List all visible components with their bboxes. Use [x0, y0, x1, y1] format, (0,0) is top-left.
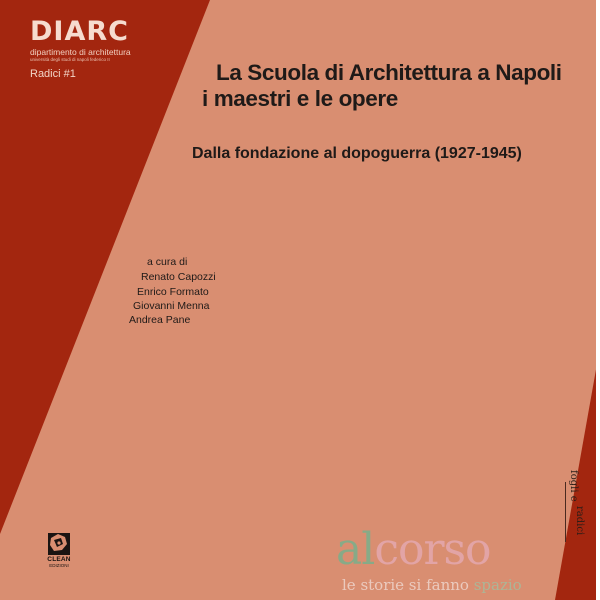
watermark-tagline-part-1: le storie si fanno	[342, 576, 469, 594]
side-series-mark	[561, 470, 585, 535]
editor-name: Enrico Formato	[137, 286, 209, 298]
publisher-logo	[46, 530, 72, 568]
university-name: università degli studi di napoli federico II	[30, 57, 110, 62]
right-edge	[596, 0, 600, 600]
clean-mark-icon	[47, 530, 71, 556]
diarc-logo	[30, 18, 131, 63]
editors-label: a cura di	[147, 256, 188, 268]
publisher-sub: EDIZIONI	[49, 563, 69, 568]
editor-name: Giovanni Menna	[133, 300, 210, 312]
book-subtitle: Dalla fondazione al dopoguerra (1927-1945)	[192, 145, 522, 162]
title-line-2: i maestri e le opere	[202, 86, 398, 111]
department-name: dipartimento di architettura	[30, 47, 131, 57]
watermark-tagline-part-2: spazio	[473, 576, 522, 594]
watermark-tagline	[342, 576, 522, 594]
title-line-1: La Scuola di Architettura a Napoli	[216, 60, 562, 85]
side-series-line-2: radici	[574, 505, 585, 535]
watermark-word-part-1: al	[336, 524, 375, 575]
watermark-word-part-2: corso	[374, 524, 491, 575]
editor-name: Renato Capozzi	[141, 271, 216, 283]
alcorso-watermark	[336, 525, 491, 575]
publisher-name: CLEAN	[47, 556, 71, 563]
series-label: Radici #1	[30, 68, 76, 80]
logo-wordmark: DIARC	[30, 16, 129, 47]
book-title	[202, 60, 562, 112]
side-series-line-1: fogli e	[568, 470, 579, 502]
editor-name: Andrea Pane	[129, 314, 191, 326]
